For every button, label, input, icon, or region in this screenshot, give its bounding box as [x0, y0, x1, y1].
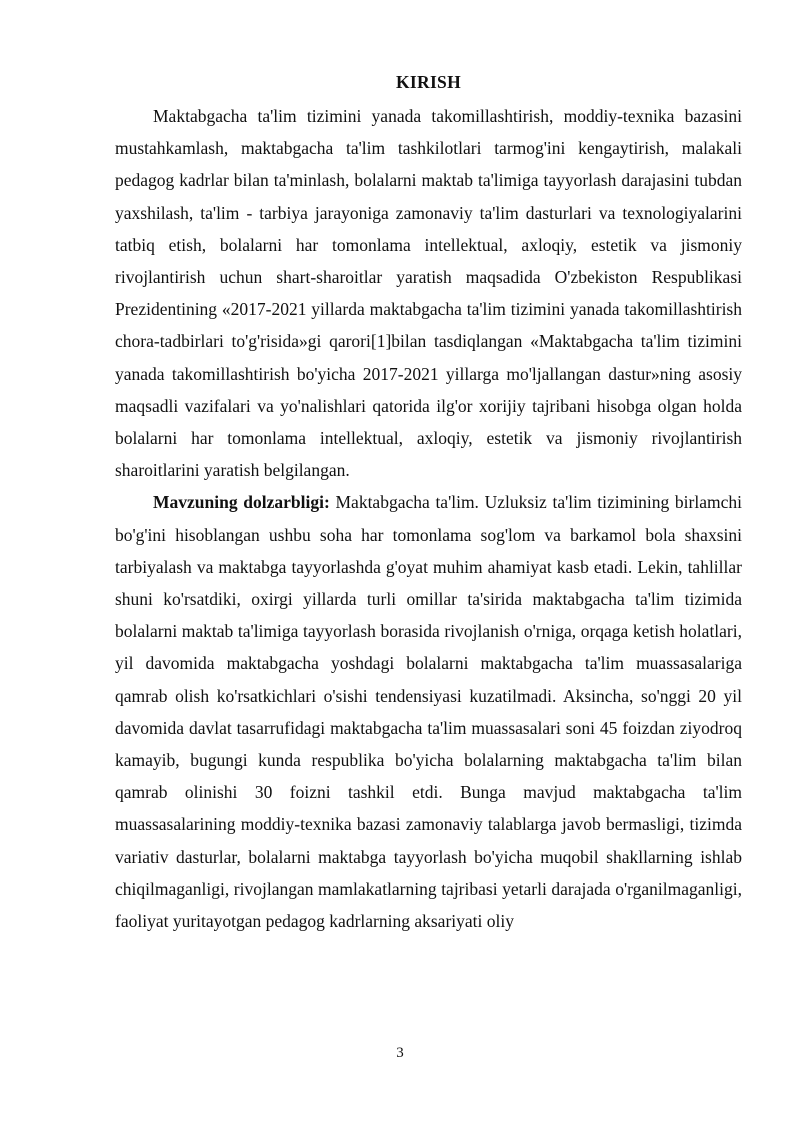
page-number: 3	[396, 1045, 404, 1061]
paragraph-text: Maktabgacha ta'lim. Uzluksiz ta'lim tizimining birlamchi bo'g'ini hisoblangan ushbu soha har tomonlama sog'lom va barkamol bola shaxsini tarbiyalash va maktabga tayyorlashda g'oyat muhim ahamiyat kasb etadi. Lekin, tahlillar shuni ko'rsatdiki, oxirgi yillarda turli omillar ta'sirida maktabgacha ta'lim tizimida bolalarni maktab ta'limiga tayyorlash borasida rivojlanish o'rniga, orqaga ketish holatlari, yil davomida maktabgacha yoshdagi bolalarni maktabgacha ta'lim muassasalariga qamrab olish ko'rsatkichlari o'sishi tendensiyasi kuzatilmadi. Aksincha, so'nggi 20 yil davomida davlat tasarrufidagi maktabgacha ta'lim muassasalari soni 45 foizdan ziyodroq kamayib, bugungi kunda respublika bo'yicha bolalarning maktabgacha ta'lim bilan qamrab olinishi 30 foizni tashkil etdi. Bunga mavjud maktabgacha ta'lim muassasalarining moddiy-texnika bazasi zamonaviy talablarga javob bermasligi, tizimda variativ dasturlar, bolalarni maktabga tayyorlash bo'yicha muqobil shakllarning ishlab chiqilmaganligi, rivojlangan mamlakatlarning tajribasi yetarli darajada o'rganilmaganligi, faoliyat yuritayotgan pedagog kadrlarning aksariyati oliy	[115, 492, 742, 932]
paragraph-text: Maktabgacha ta'lim tizimini yanada takomillashtirish, moddiy-texnika bazasini mustahkamlash, maktabgacha ta'lim tashkilotlari tarmog'ini kengaytirish, malakali pedagog kadrlar bilan ta'minlash, bolalarni maktab ta'limiga tayyorlash darajasini tubdan yaxshilash, ta'lim - tarbiya jarayoniga zamonaviy ta'lim dasturlari va texnologiyalarini tatbiq etish, bolalarni har tomonlama intellektual, axloqiy, estetik va jismoniy rivojlantirish uchun shart-sharoitlar yaratish maqsadida O'zbekiston Respublikasi Prezidentining «2017-2021 yillarda maktabgacha ta'lim tizimini yanada takomillashtirish chora-tadbirlari to'g'risida»gi qarori[1]bilan tasdiqlangan «Maktabgacha ta'lim tizimini yanada takomillashtirish bo'yicha 2017-2021 yillarga mo'ljallangan dastur»ning asosiy maqsadli vazifalari va yo'nalishlari qatorida ilg'or xorijiy tajribani hisobga olgan holda bolalarni har tomonlama intellektual, axloqiy, estetik va jismoniy rivojlantirish sharoitlarini yaratish belgilangan.	[115, 106, 742, 481]
document-page	[115, 68, 742, 937]
relevance-paragraph	[115, 486, 742, 937]
paragraph-lead: Mavzuning dolzarbligi:	[153, 492, 330, 513]
intro-paragraph	[115, 100, 742, 486]
section-heading: KIRISH	[395, 72, 461, 92]
